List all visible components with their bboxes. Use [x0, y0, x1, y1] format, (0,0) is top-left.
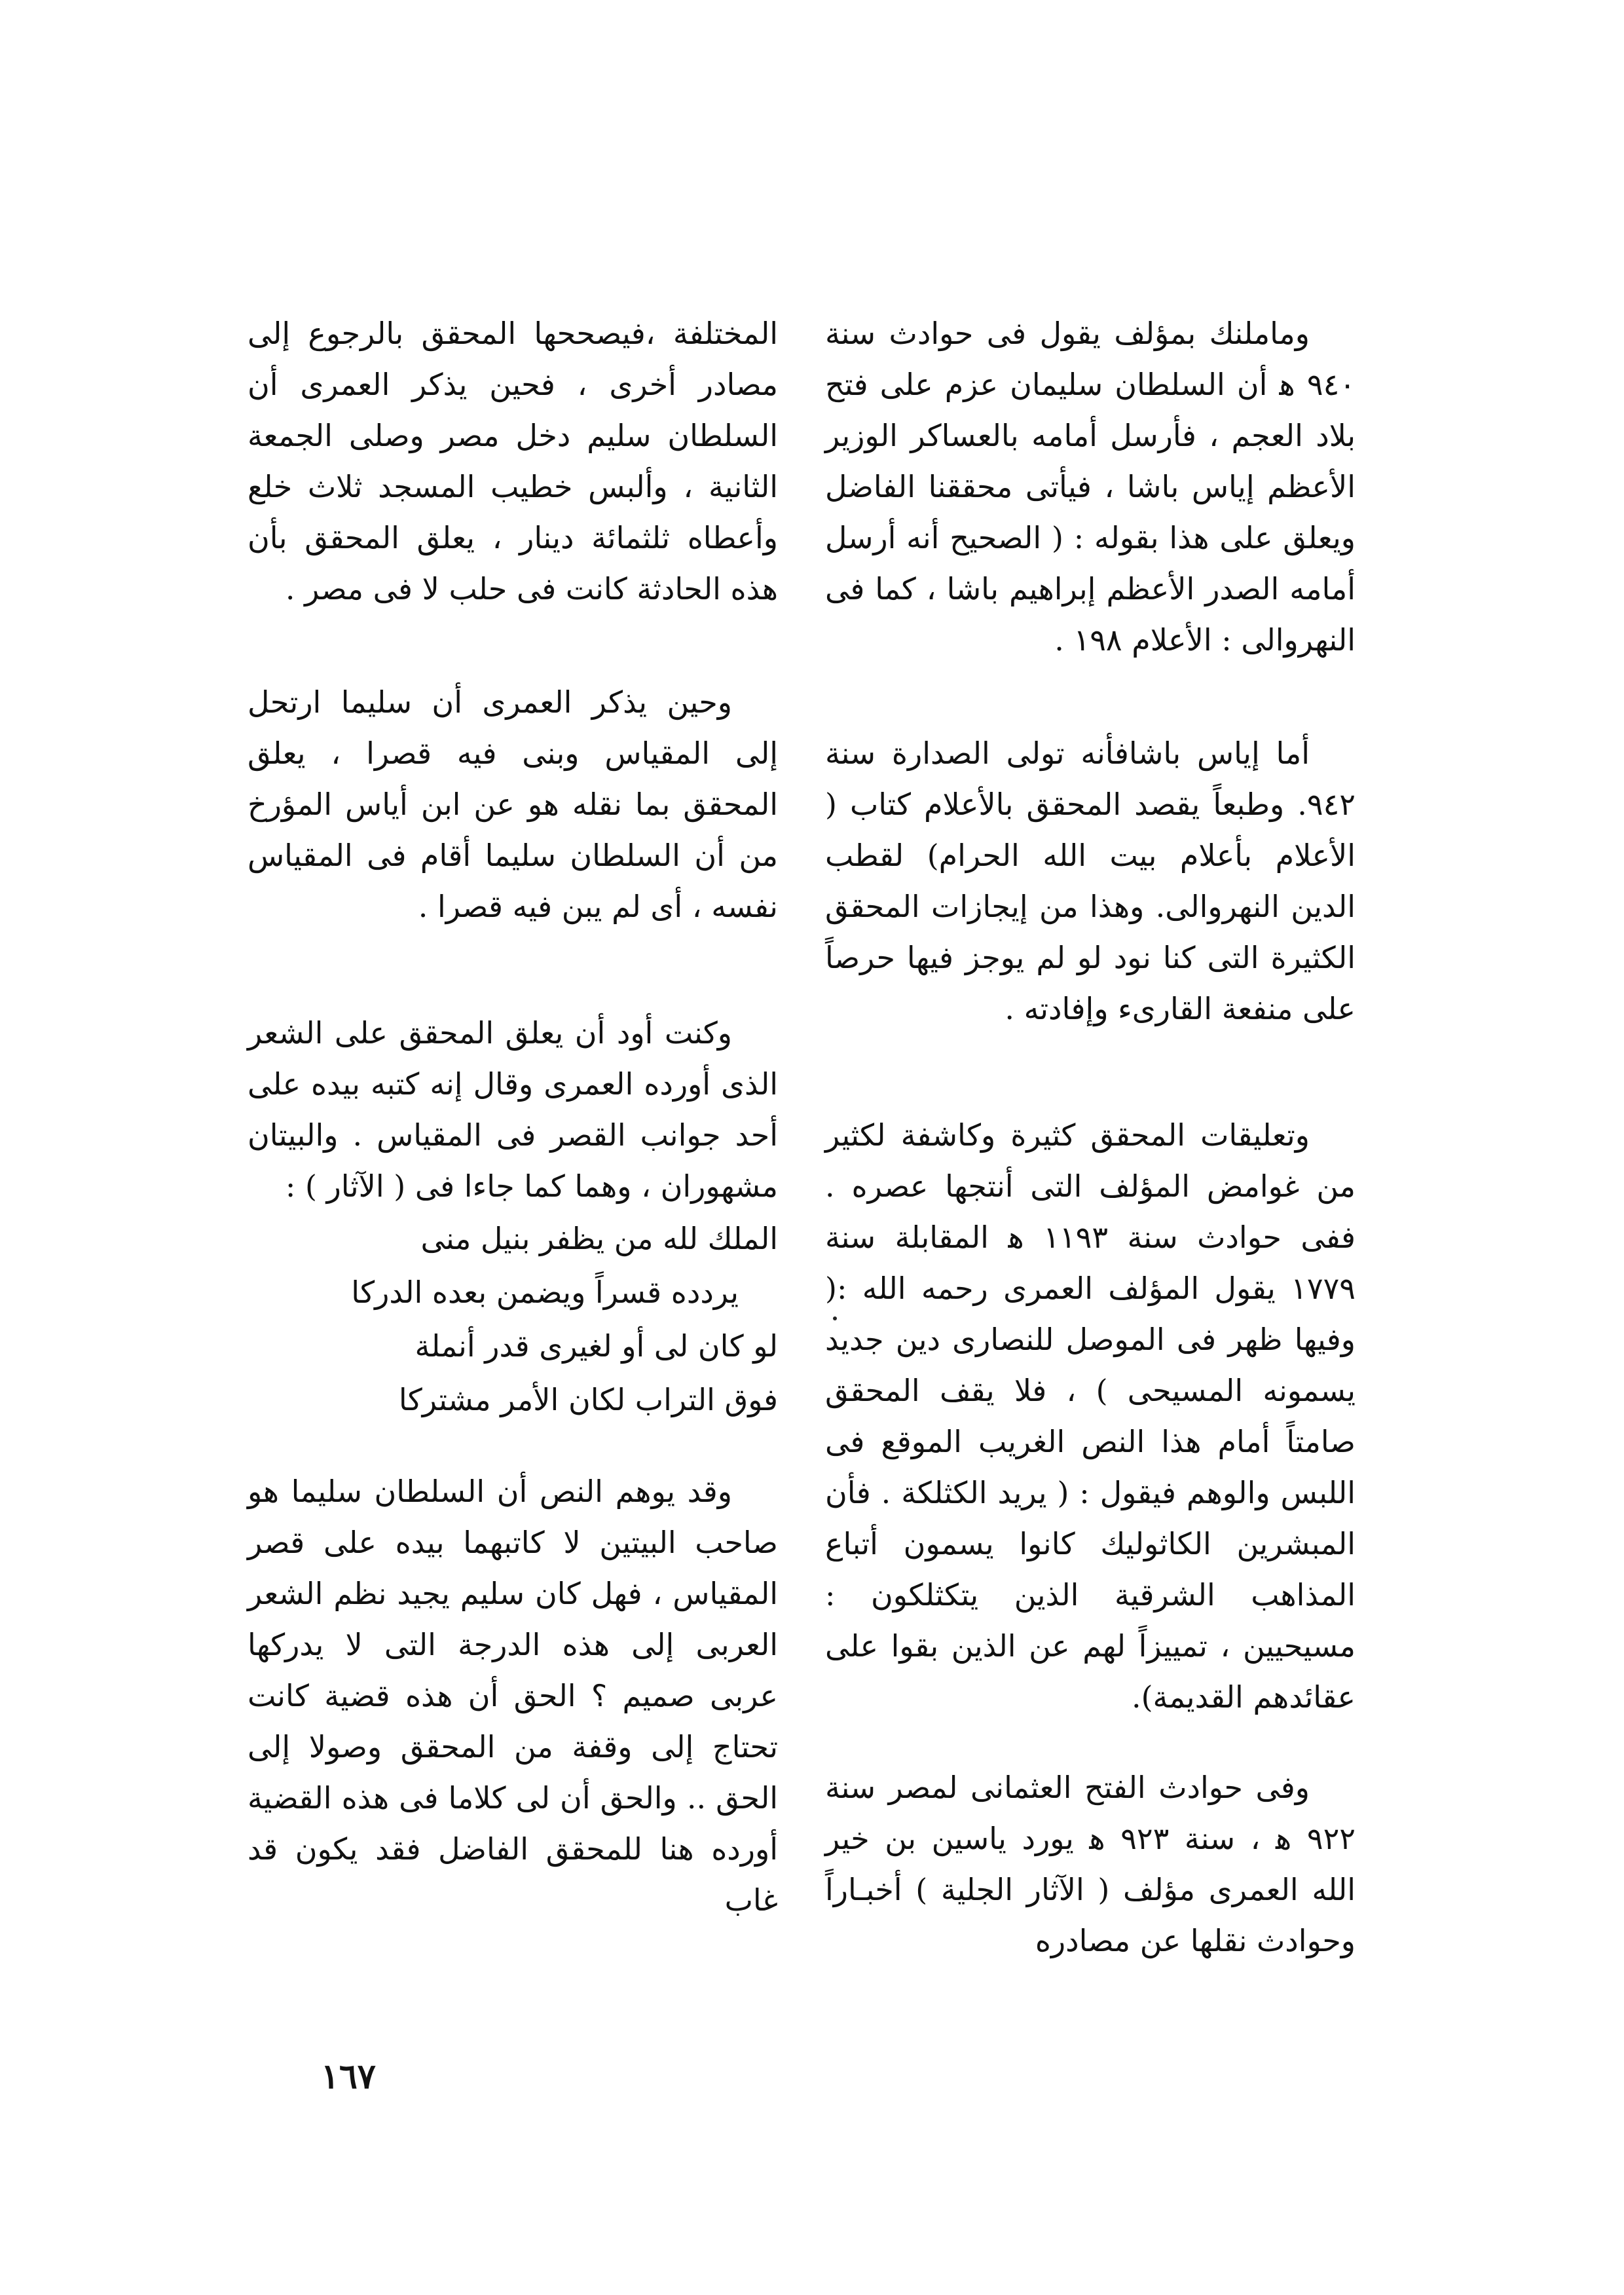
poem-verses	[248, 1212, 778, 1427]
paragraph: وحين يذكر العمرى أن سليما ارتحل إلى المقياس وبنى فيه قصرا ، يعلق المحقق بما نقله هو عن ابن أياس المؤرخ من أن السلطان سليما أقام فى المقياس نفسه ، أى لم يبن فيه قصرا .	[248, 684, 778, 924]
paragraph: وماملنك بمؤلف يقول فى حوادث سنة ٩٤٠ ﻫ أن السلطان سليمان عزم على فتح بلاد العجم ، فأرسل أمامه بالعساكر الوزير الأعظم إياس باشا ، فيأتى محققنا الفاضل ويعلق على هذا بقوله : ( الصحيح أنه أرسل أمامه الصدر الأعظم إبراهيم باشا ، كما فى النهروالى : الأعلام ١٩٨ .	[825, 316, 1356, 658]
page-number: ١٦٧	[321, 2057, 376, 2097]
paragraph: وفى حوادث الفتح العثمانى لمصر سنة ٩٢٢ ﻫ ، سنة ٩٢٣ ﻫ يورد ياسين بن خير الله العمرى مؤلف ( الآثار الجلية ) أخبـاراً وحوادث نقلها عن مصادره	[825, 1770, 1356, 1958]
paragraph: وقد يوهم النص أن السلطان سليما هو صاحب البيتين لا كاتبهما بيده على قصر المقياس ، فهل كان سليم يجيد نظم الشعر العربى إلى هذه الدرجة التى لا يدركها عربى صميم ؟ الحق أن هذه قضية كانت تحتاج إلى وقفة من المحقق وصولا إلى الحق .. والحق أن لى كلاما فى هذه القضية أورده هنا للمحقق الفاضل فقد يكون قد غاب	[248, 1474, 778, 1918]
verse-line: فوق التراب لكان الأمر مشتركا	[398, 1382, 778, 1417]
paragraph: وتعليقات المحقق كثيرة وكاشفة لكثير من غوامض المؤلف التى أنتجها عصره . ففى حوادث سنة ١١٩٣ ﻫ المقابلة سنة ١٧٧٩ يقول المؤلف العمرى رحمه الله :( وفيها ظهر فى الموصل للنصارى دين جديد يسمونه المسيحى ) ، فلا يقف المحقق صامتاً أمام هذا النص الغريب الموقع فى اللبس والوهم فيقول : ( يريد الكثلكة . فأن المبشرين الكاثوليك كانوا يسمون أتباع المذاهب الشرقية الذين يتكثلكون : مسيحيين ، تمييزاً لهم عن الذين بقوا على عقائدهم القديمة).	[825, 1117, 1356, 1715]
paragraph: أما إياس باشافأنه تولى الصدارة سنة ٩٤٢. وطبعاً يقصد المحقق بالأعلام كتاب ( الأعلام بأعلام بيت الله الحرام) لقطب الدين النهروالى. وهذا من إيجازات المحقق الكثيرة التى كنا نود لو لم يوجز فيها حرصاً على منفعة القارىء وإفادته .	[825, 736, 1356, 1026]
ink-dot	[833, 1316, 837, 1320]
paragraph: وكنت أود أن يعلق المحقق على الشعر الذى أورده العمرى وقال إنه كتبه بيده على أحد جوانب القصر فى المقياس . والبيتان مشهوران ، وهما كما جاءا فى ( الآثار ) :	[248, 1015, 778, 1204]
left-column	[248, 308, 778, 1926]
verse-line: لو كان لى أو لغيرى قدر أنملة	[415, 1328, 778, 1364]
verse-line: الملك لله من يظفر بنيل منى	[420, 1221, 778, 1256]
verse-line: يردده قسراً ويضمن بعده الدركا	[351, 1275, 739, 1310]
paragraph: المختلفة ،فيصححها المحقق بالرجوع إلى مصادر أخرى ، فحين يذكر العمرى أن السلطان سليم دخل مصر وصلى الجمعة الثانية ، وألبس خطيب المسجد ثلاث خلع وأعطاه ثلثمائة دينار ، يعلق المحقق بأن هذه الحادثة كانت فى حلب لا فى مصر .	[248, 316, 778, 606]
right-column	[825, 308, 1356, 1966]
